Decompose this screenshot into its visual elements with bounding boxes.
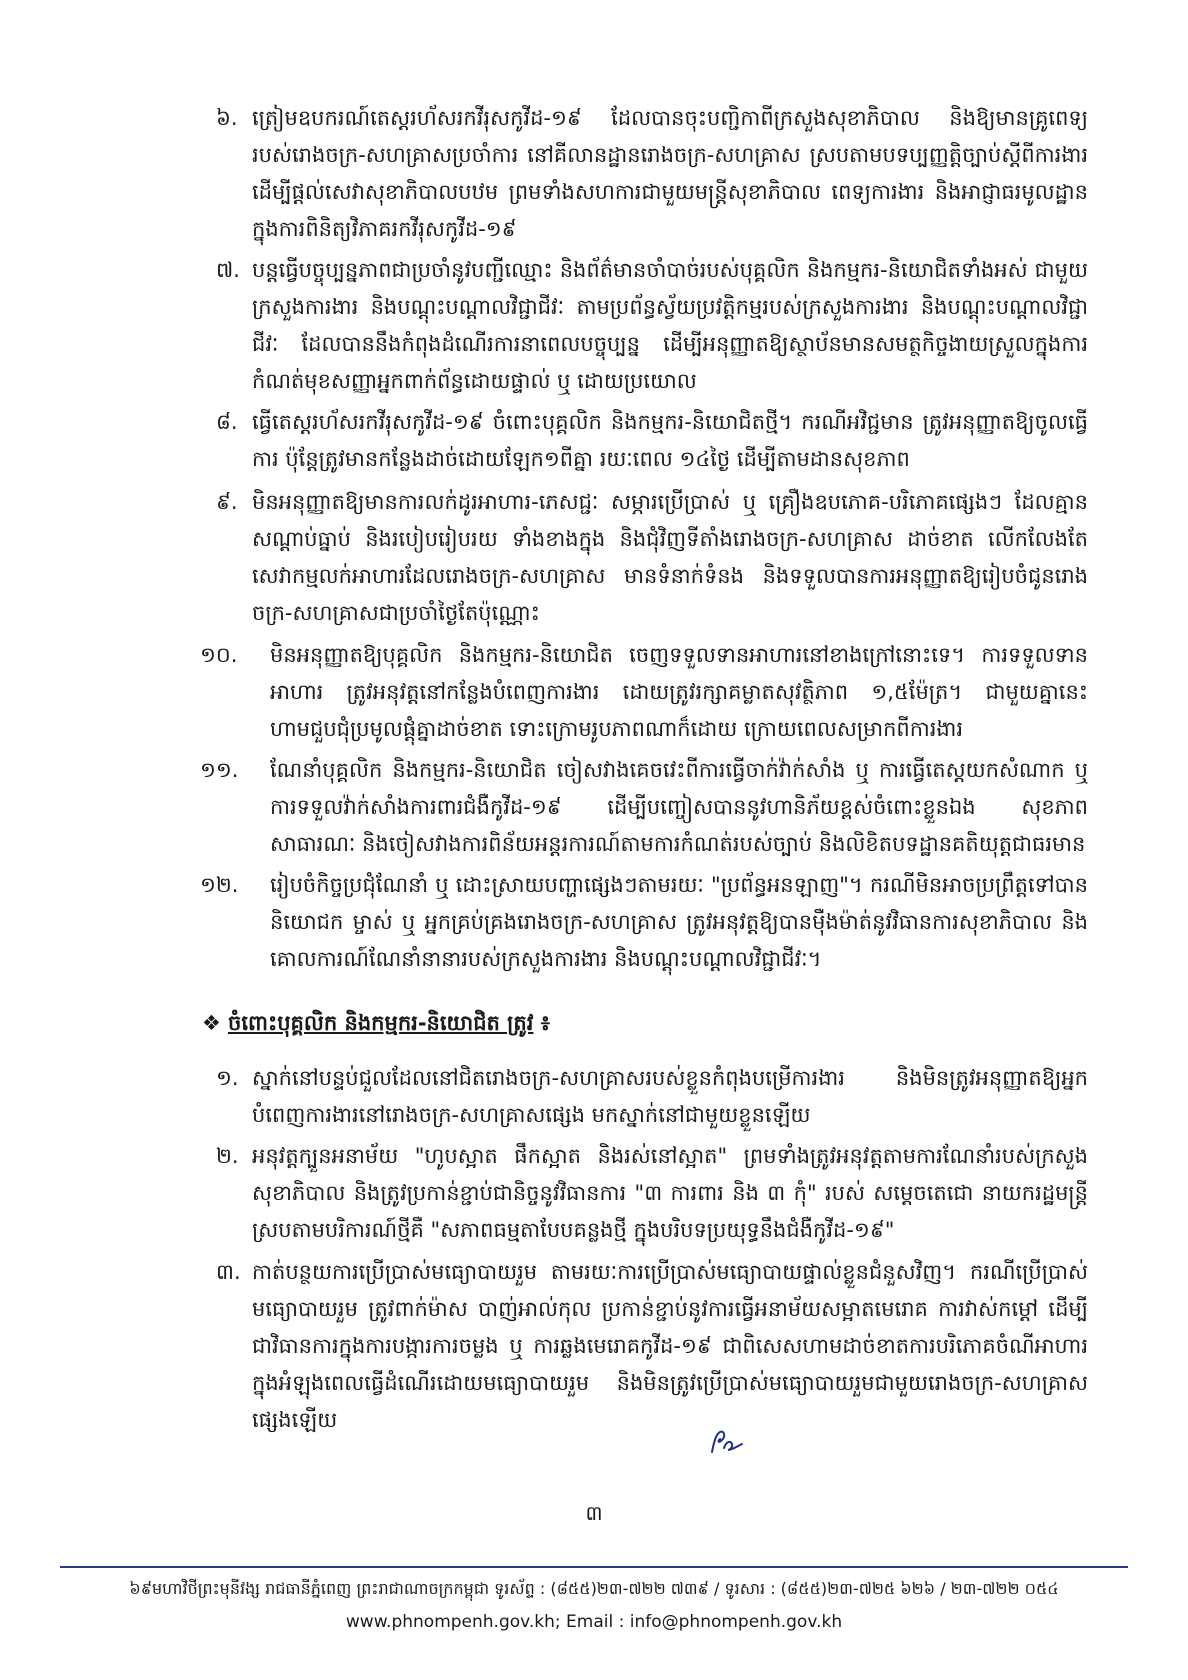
list-item-7 xyxy=(218,252,1088,400)
list-item-12 xyxy=(200,867,1088,978)
item-text: បន្តធ្វើបច្ចុប្បន្នភាពជាប្រចាំនូវបញ្ជីឈ្មោះ និងព័ត៌មានចាំបាច់របស់បុគ្គលិក និងកម្មករ-និយោជិតទាំងអស់ ជាមួយក្រសួងការងារ និងបណ្ដុះបណ្ដាលវិជ្ជាជីវៈ តាមប្រព័ន្ធស្វ័យប្រវត្តិកម្មរបស់ក្រសួងការងារ និងបណ្ដុះបណ្ដាលវិជ្ជាជីវៈ ដែលបាននឹងកំពុងដំណើរការនាពេលបច្ចុប្បន្ន ដើម្បីអនុញ្ញាតឱ្យស្ថាប័នមានសមត្ថកិច្ចងាយស្រួលក្នុងការកំណត់មុខសញ្ញាអ្នកពាក់ព័ន្ធដោយផ្ទាល់ ឬ ដោយប្រយោល xyxy=(252,258,1088,393)
footer-address: ៦៩មហាវិថីព្រះមុនីវង្ស រាជធានីភ្នំពេញ ព្រះរាជាណាចក្រកម្ពុជា ទូរស័ព្ទ : (៨៥៥)២៣-៧២២ ៧៣៩ / ទូរសារ : (៨៥៥)២៣-៧២៥ ៦២៦ / ២៣-៧២២ ០៥៤ xyxy=(129,1579,1059,1598)
item-number: ៦. xyxy=(216,106,238,130)
list-item-6 xyxy=(218,100,1088,248)
item-text: អនុវត្តក្បួនអនាម័យ "ហូបស្អាត ផឹកស្អាត និងរស់នៅស្អាត" ព្រមទាំងត្រូវអនុវត្តតាមការណែនាំរបស់ក្រសួងសុខាភិបាល និងត្រូវប្រកាន់ខ្ជាប់ជានិច្ចនូវវិធានការ "៣ ការពារ និង ៣ កុំ" របស់ សម្ដេចតេជោ នាយករដ្ឋមន្ត្រី ស្របតាមបរិការណ៍ថ្មីគឺ "សភាពធម្មតាបែបគន្លងថ្មី ក្នុងបរិបទប្រយុទ្ធនឹងជំងឺកូវីដ-១៩" xyxy=(252,1144,1088,1242)
item-number: ២. xyxy=(216,1144,239,1168)
footer-contact: www.phnompenh.gov.kh; Email : info@phnompenh.gov.kh xyxy=(345,1612,843,1632)
item-text: មិនអនុញ្ញាតឱ្យបុគ្គលិក និងកម្មករ-និយោជិត ចេញទទួលទានអាហារនៅខាងក្រៅនោះទេ។ ការទទួលទានអាហារ ត្រូវអនុវត្តនៅកន្លែងបំពេញការងារ ដោយត្រូវរក្សាគម្លាតសុវត្ថិភាព ១,៥ម៉ែត្រ។ ជាមួយគ្នានេះ ហាមជួបជុំប្រមូលផ្ដុំគ្នាដាច់ខាត ទោះក្រោមរូបភាពណាក៏ដោយ ក្រោយពេលសម្រាកពីការងារ xyxy=(270,643,1088,741)
item-text: ស្នាក់នៅបន្ទប់ជួលដែលនៅជិតរោងចក្រ-សហគ្រាសរបស់ខ្លួនកំពុងបម្រើការងារ និងមិនត្រូវអនុញ្ញាតឱ្យអ្នកបំពេញការងារនៅរោងចក្រ-សហគ្រាសផ្សេង មកស្នាក់នៅជាមួយខ្លួនឡើយ xyxy=(252,1066,1088,1127)
list-item-1 xyxy=(218,1060,1088,1134)
item-number: ១២. xyxy=(200,873,239,897)
section-title: ចំពោះបុគ្គលិក និងកម្មករ-និយោជិត ត្រូវ xyxy=(228,1011,534,1035)
item-text: មិនអនុញ្ញាតឱ្យមានការលក់ដូរអាហារ-ភេសជ្ជៈ សម្ភារប្រើប្រាស់ ឬ គ្រឿងឧបភោគ-បរិភោគផ្សេងៗ ដែលគ្មានសណ្ដាប់ធ្នាប់ និងរបៀបរៀបរយ ទាំងខាងក្នុង និងជុំវិញទីតាំងរោងចក្រ-សហគ្រាស ដាច់ខាត លើកលែងតែសេវាកម្មលក់អាហារដែលរោងចក្រ-សហគ្រាស មានទំនាក់ទំនង និងទទួលបានការអនុញ្ញាតឱ្យរៀបចំជូនរោងចក្រ-សហគ្រាសជាប្រចាំថ្ងៃតែប៉ុណ្ណោះ xyxy=(252,490,1088,625)
item-text: ធ្វើតេស្តរហ័សរកវីរុសកូវីដ-១៩ ចំពោះបុគ្គលិក និងកម្មករ-និយោជិតថ្មី។ ករណីអវិជ្ជមាន ត្រូវអនុញ្ញាតឱ្យចូលធ្វើការ ប៉ុន្តែត្រូវមានកន្លែងដាច់ដោយឡែក១ពីគ្នា រយៈពេល ១៤ថ្ងៃ ដើម្បីតាមដានសុខភាព xyxy=(252,410,1088,471)
item-text: កាត់បន្ថយការប្រើប្រាស់មធ្យោបាយរួម តាមរយៈការប្រើប្រាស់មធ្យោបាយផ្ទាល់ខ្លួនជំនួសវិញ។ ករណីប្រើប្រាស់មធ្យោបាយរួម ត្រូវពាក់ម៉ាស បាញ់អាល់កុល ប្រកាន់ខ្ជាប់នូវការធ្វើអនាម័យសម្អាតមេរោគ ការវាស់កម្ដៅ ដើម្បីជាវិធានការក្នុងការបង្ការការចម្លង ឬ ការឆ្លងមេរោគកូវីដ-១៩ ជាពិសេសហាមដាច់ខាតការបរិភោគចំណីអាហារក្នុងអំឡុងពេលធ្វើដំណើរដោយមធ្យោបាយរួម និងមិនត្រូវប្រើប្រាស់មធ្យោបាយរួមជាមួយរោងចក្រ-សហគ្រាសផ្សេងឡើយ xyxy=(252,1260,1088,1432)
signature-initials-icon xyxy=(708,1428,748,1456)
item-number: ៣. xyxy=(216,1260,241,1284)
list-item-2 xyxy=(218,1138,1088,1249)
list-item-11 xyxy=(200,752,1088,863)
item-number: ១. xyxy=(216,1066,239,1090)
list-item-8 xyxy=(218,404,1088,478)
diamond-bullet-icon: ❖ xyxy=(202,1011,221,1035)
footer-divider xyxy=(60,1566,1128,1568)
list-item-3 xyxy=(218,1254,1088,1439)
section-suffix: ៖ xyxy=(533,1011,550,1035)
item-number: ១១. xyxy=(200,758,239,782)
item-number: ៧. xyxy=(216,258,240,282)
item-text: ណែនាំបុគ្គលិក និងកម្មករ-និយោជិត ចៀសវាងគេចវេះពីការធ្វើចាក់វ៉ាក់សាំង ឬ ការធ្វើតេស្តយកសំណាក ឬ ការទទួលវ៉ាក់សាំងការពារជំងឺកូវីដ-១៩ ដើម្បីបញ្ចៀសបាននូវហានិភ័យខ្ពស់ចំពោះខ្លួនឯង សុខភាពសាធារណៈ និងចៀសវាងការពិន័យអន្តរការណ៍តាមការកំណត់របស់ច្បាប់ និងលិខិតបទដ្ឋានគតិយុត្តជាធរមាន xyxy=(270,758,1088,856)
item-number: ១០. xyxy=(200,643,238,667)
item-number: ៨. xyxy=(216,410,238,434)
item-text: រៀបចំកិច្ចប្រជុំណែនាំ ឬ ដោះស្រាយបញ្ហាផ្សេងៗតាមរយៈ "ប្រព័ន្ធអនឡាញ"។ ករណីមិនអាចប្រព្រឹត្តទៅបាន និយោជក ម្ចាស់ ឬ អ្នកគ្រប់គ្រងរោងចក្រ-សហគ្រាស ត្រូវអនុវត្តឱ្យបានម៉ឺងម៉ាត់នូវវិធានការសុខាភិបាល និងគោលការណ៍ណែនាំនានារបស់ក្រសួងការងារ និងបណ្ដុះបណ្ដាលវិជ្ជាជីវៈ។ xyxy=(270,873,1088,971)
item-text: ត្រៀមឧបករណ៍តេស្តរហ័សរកវីរុសកូវីដ-១៩ ដែលបានចុះបញ្ជិកាពីក្រសួងសុខាភិបាល និងឱ្យមានគ្រូពេទ្យរបស់រោងចក្រ-សហគ្រាសប្រចាំការ នៅគីលានដ្ឋានរោងចក្រ-សហគ្រាស ស្របតាមបទប្បញ្ញត្តិច្បាប់ស្ដីពីការងារ ដើម្បីផ្ដល់សេវាសុខាភិបាលបឋម ព្រមទាំងសហការជាមួយមន្ត្រីសុខាភិបាល ពេទ្យការងារ និងអាជ្ញាធរមូលដ្ឋាន ក្នុងការពិនិត្យវិភាគរកវីរុសកូវីដ-១៩ xyxy=(252,106,1088,241)
section-heading xyxy=(202,1005,1082,1042)
list-item-10 xyxy=(200,637,1088,748)
page-number: ៣ xyxy=(585,1501,603,1525)
item-number: ៩. xyxy=(216,490,238,514)
list-item-9 xyxy=(218,484,1088,632)
